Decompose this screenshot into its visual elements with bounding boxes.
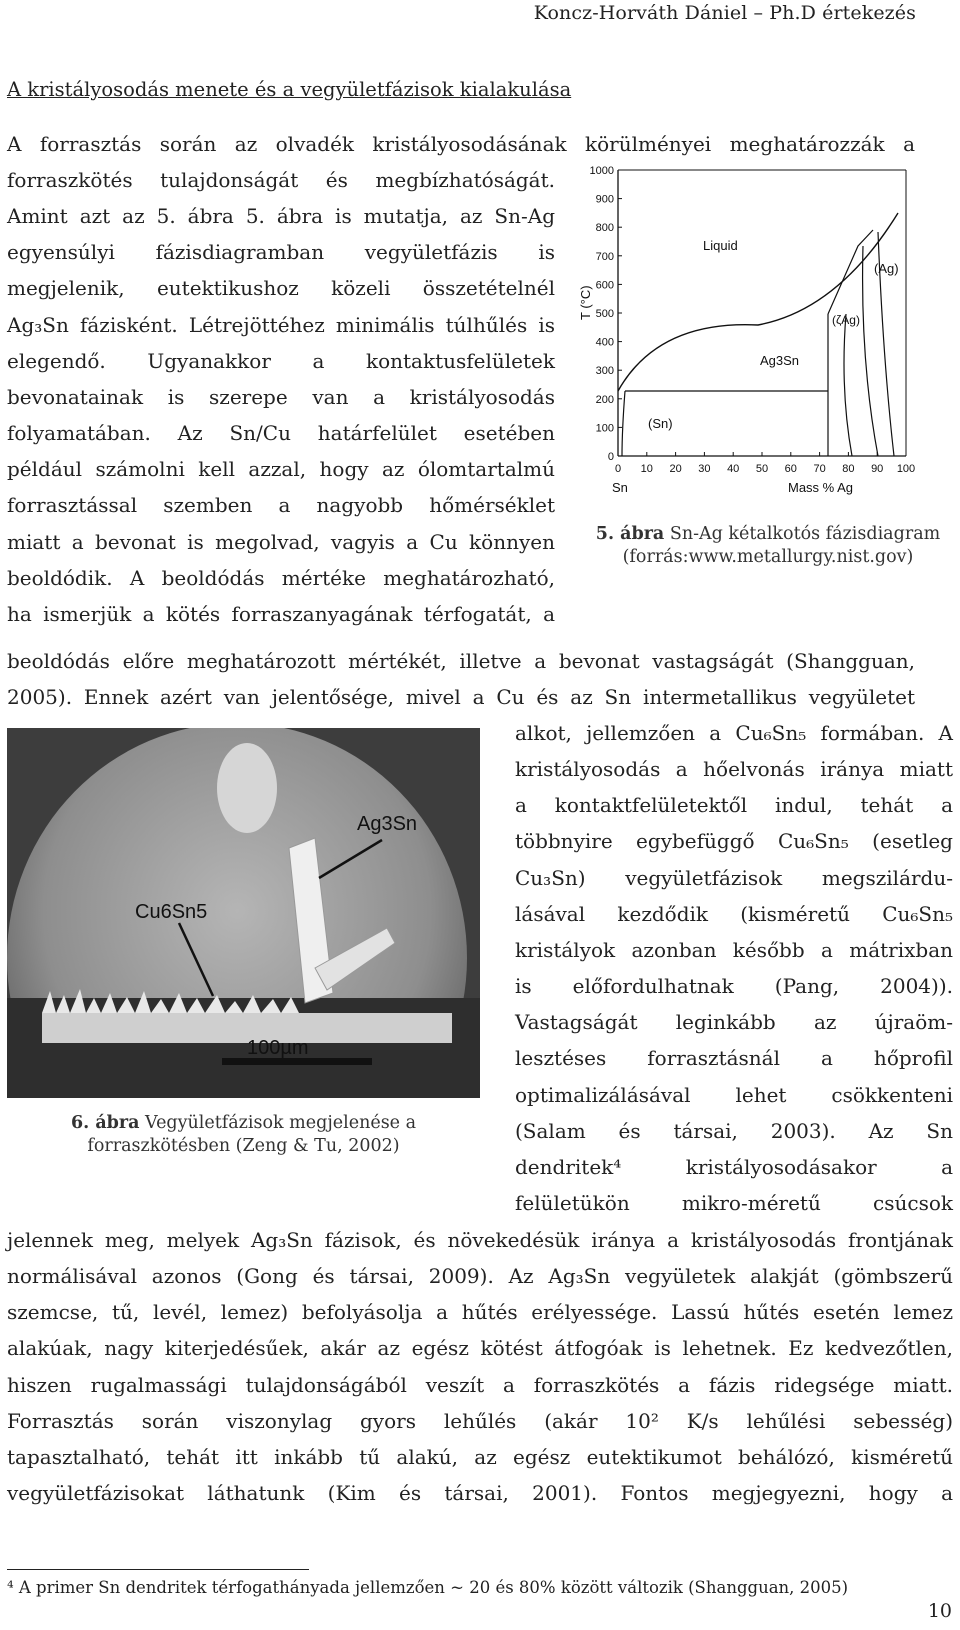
text-line: megjelenik, eutektikushoz közeli összetételnél xyxy=(7,276,555,301)
sn-solvus xyxy=(622,391,625,456)
text-line: folyamatában. Az Sn/Cu határfelület esetében xyxy=(7,421,555,446)
text-line: optimalizálásával lehet csökkenteni xyxy=(515,1082,953,1107)
x-tick-label: 40 xyxy=(727,463,740,475)
text-line: lesztéses forrasztásnál a hőprofil xyxy=(515,1046,953,1071)
text-line: Forrasztás során viszonylag gyors lehűlés (akár 10² K/s lehűlési sebesség) xyxy=(7,1408,953,1433)
paragraph-1 xyxy=(7,126,915,162)
label-cu6sn5-micro: Cu6Sn5 xyxy=(135,901,208,923)
x-tick-label: 100 xyxy=(896,463,916,475)
text-line: felületükön mikro-méretű csúcsok xyxy=(515,1191,953,1216)
text-line: egyensúlyi fázisdiagramban vegyületfázis is xyxy=(7,240,555,265)
text-line: beoldódás előre meghatározott mértékét, illetve a bevonat vastagságát (Shangguan, xyxy=(7,649,915,673)
y-tick-label: 600 xyxy=(595,279,614,292)
phase-diagram-svg xyxy=(578,160,920,505)
text-line: normálisával azonos (Gong és társai, 2009). Az Ag₃Sn vegyületek alakját (gömbszerű xyxy=(7,1264,953,1289)
page-header: Koncz-Horváth Dániel – Ph.D értekezés xyxy=(533,2,916,24)
y-tick-label: 500 xyxy=(595,308,614,320)
text-line: (Salam és társai, 2003). Az Sn xyxy=(515,1118,953,1143)
label-sn: (Sn) xyxy=(648,416,673,431)
text-line: jelennek meg, melyek Ag₃Sn fázisok, és növekedésük iránya a kristályosodás frontjának xyxy=(7,1228,953,1252)
paragraph-1-end xyxy=(7,643,915,715)
text-line: alakúak, nagy kiterjedésűek, akár az egész kötést átfogóak is lehetnek. Ez kedvezőtlen, xyxy=(7,1336,953,1361)
x-tick-label: 80 xyxy=(842,463,855,475)
caption-text: Sn-Ag kétalkotós fázisdiagram xyxy=(664,524,941,544)
text-line: miatt a bevonat is megolvad, vagyis a Cu könnyen xyxy=(7,529,555,554)
text-line: Amint azt az 5. ábra 5. ábra is mutatja, az Sn-Ag xyxy=(7,204,555,229)
text-line: is előfordulhatnak (Pang, 2004)). xyxy=(515,974,953,999)
text-line: forraszkötés tulajdonságát és megbízhatóságát. xyxy=(7,168,555,192)
text-line: tapasztalható, tehát itt inkább tű alakú, az egész eutektikumot behálózó, kisméretű xyxy=(7,1444,953,1469)
x-tick-label: 60 xyxy=(784,463,797,475)
label-ag3sn: Ag3Sn xyxy=(760,353,800,368)
text-line: dendritek⁴ kristályosodásakor a xyxy=(515,1154,953,1179)
zeta-solvus-left xyxy=(844,314,852,456)
text-line: Ag₃Sn fázisként. Létrejöttéhez minimális túlhűlés is xyxy=(7,312,555,337)
x-tick-label: 30 xyxy=(698,463,711,475)
y-tick-label: 300 xyxy=(595,365,614,378)
x-tick-label: 20 xyxy=(669,463,682,475)
text-line: Vastagságát leginkább az újraöm- xyxy=(515,1010,953,1035)
text-line: lásával kezdődik (kisméretű Cu₆Sn₅ xyxy=(515,901,953,926)
text-line: hiszen rugalmassági tulajdonságából veszít a forraszkötés a fázis ridegsége miatt. xyxy=(7,1372,953,1397)
text-line: A forrasztás során az olvadék kristályosodásának körülményei meghatározzák a xyxy=(7,132,915,156)
footnote: ⁴ A primer Sn dendritek térfogathányada jellemzően ~ 20 és 80% között változik (Shangguan, 2005) xyxy=(7,1578,849,1597)
figure-6-micrograph xyxy=(7,728,480,1098)
text-line: kristályok azonban később a mátrixban xyxy=(515,937,953,962)
text-line: bevonatainak is szerepe van a kristályosodás xyxy=(7,384,555,409)
text-line: szemcse, tű, levél, lemez) befolyásolja a hűtés erélyessége. Lassú hűtés esetén lemez xyxy=(7,1300,953,1325)
figure-5-caption xyxy=(578,523,958,569)
text-line: ha ismerjük a kötés forraszanyagának térfogatát, a xyxy=(7,601,555,626)
y-tick-label: 1000 xyxy=(589,165,614,177)
paragraph-1-wrap xyxy=(7,162,555,632)
figure-6-caption xyxy=(7,1112,480,1158)
caption-bold: 5. ábra xyxy=(595,524,665,544)
text-line: többnyire egybefüggő Cu₆Sn₅ (esetleg xyxy=(515,829,953,854)
label-ag: (Ag) xyxy=(874,261,899,276)
y-tick-label: 200 xyxy=(595,393,614,406)
text-line: elegendő. Ugyanakkor a kontaktusfelületek xyxy=(7,348,555,373)
y-tick-label: 700 xyxy=(595,250,614,263)
caption-line-2: forraszkötésben (Zeng & Tu, 2002) xyxy=(87,1136,400,1156)
text-line: Cu₃Sn) vegyületfázisok megszilárdu- xyxy=(515,865,953,890)
label-liquid: Liquid xyxy=(703,238,738,253)
x-tick-label: 10 xyxy=(640,463,653,475)
section-title: A kristályosodás menete és a vegyületfázisok kialakulása xyxy=(7,78,572,101)
caption-bold: 6. ábra xyxy=(70,1113,140,1133)
zeta-solvus-right xyxy=(863,246,878,456)
liquidus-curve xyxy=(618,213,898,391)
text-line: vegyületfázisokat láthatunk (Kim és társai, 2001). Fontos megjegyezni, hogy a xyxy=(7,1481,953,1506)
text-line: forrasztással szemben a nagyobb hőmérséklet xyxy=(7,493,555,518)
text-line: 2005). Ennek azért van jelentősége, mivel a Cu és az Sn intermetallikus vegyületet xyxy=(7,685,915,710)
x-tick-label: 70 xyxy=(813,463,826,475)
y-tick-label: 900 xyxy=(595,193,614,206)
label-ag3sn-micro: Ag3Sn xyxy=(357,813,418,835)
figure-5-phase-diagram xyxy=(578,160,920,505)
y-tick-label: 100 xyxy=(595,422,614,435)
zeta-boundary xyxy=(828,230,873,314)
x-left-label: Sn xyxy=(612,480,628,495)
scale-bar xyxy=(222,1058,372,1065)
text-line: például számolni kell azzal, hogy az ólomtartalmú xyxy=(7,457,555,482)
y-tick-label: 400 xyxy=(595,336,614,349)
footnote-rule xyxy=(7,1569,309,1570)
y-tick-label: 0 xyxy=(607,451,614,463)
paragraph-2 xyxy=(515,715,953,1221)
label-zeta-ag: (ζAg) xyxy=(832,313,860,327)
caption-line-2: (forrás:www.metallurgy.nist.gov) xyxy=(622,547,914,567)
text-line: a kontaktfelületektől indul, tehát a xyxy=(515,793,953,818)
page-number: 10 xyxy=(927,1600,952,1622)
caption-text: Vegyületfázisok megjelenése a xyxy=(139,1113,417,1133)
y-tick-group xyxy=(590,165,622,463)
paragraph-3 xyxy=(7,1222,953,1511)
x-tick-label: 90 xyxy=(871,463,884,475)
x-tick-label: 0 xyxy=(614,463,622,475)
text-line: kristályosodás a hőelvonás iránya miatt xyxy=(515,757,953,782)
x-tick-label: 50 xyxy=(755,463,769,475)
void xyxy=(217,743,277,833)
y-tick-label: 800 xyxy=(595,222,614,235)
micrograph-svg xyxy=(7,728,480,1098)
text-line: alkot, jellemzően a Cu₆Sn₅ formában. A xyxy=(515,721,953,745)
scale-bar-label: 100µm xyxy=(247,1037,309,1059)
text-line: beoldódik. A beoldódás mértéke meghatározható, xyxy=(7,565,555,590)
y-axis-label: T (°C) xyxy=(578,285,593,320)
x-axis-label: Mass % Ag xyxy=(788,480,854,495)
